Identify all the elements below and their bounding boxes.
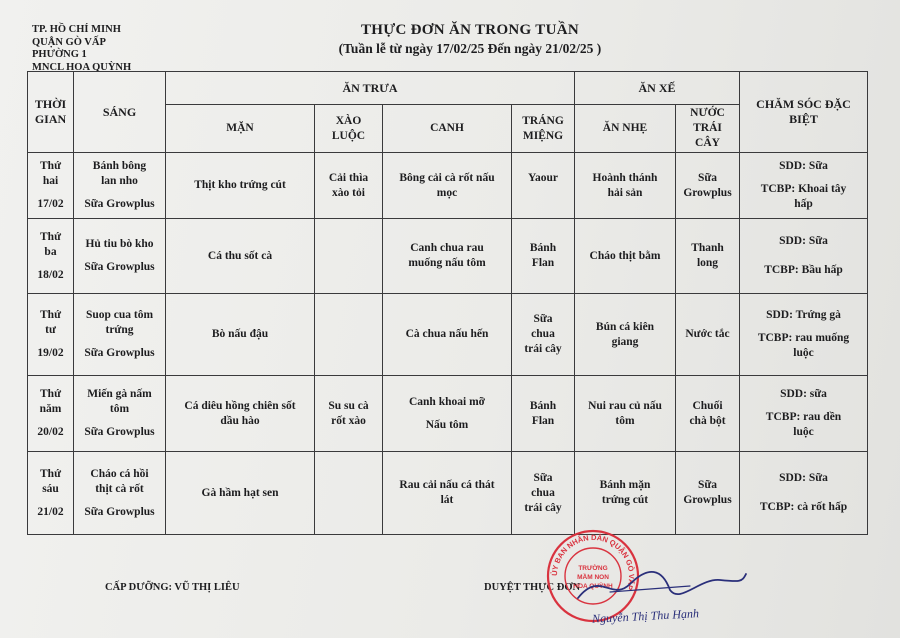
breakfast-drink: Sữa Growplus: [84, 426, 155, 438]
xao-dish-cont: xào tỏi: [332, 186, 365, 199]
breakfast-drink: Sữa Growplus: [84, 261, 155, 273]
breakfast-cell: [74, 219, 166, 294]
xao-cell: [315, 452, 383, 535]
care-cell: [740, 219, 868, 294]
snack-dish: Hoành thánh: [592, 171, 658, 184]
breakfast-drink: Sữa Growplus: [84, 198, 155, 210]
an-nhe-cell: [575, 452, 676, 535]
canh-dish: Rau cải nấu cá thát: [399, 479, 495, 491]
dessert: Bánh: [529, 242, 557, 254]
canh-dish: Canh khoai mỡ: [408, 395, 486, 408]
org-ward: PHƯỜNG 1: [32, 49, 87, 60]
canh-dish-cont: lát: [440, 494, 454, 506]
header-xao-line2: LUỘC: [331, 129, 366, 142]
breakfast-dish: Miến gà nấm: [87, 388, 152, 400]
day-label: Thứ: [40, 388, 61, 400]
drink: Thanh: [691, 242, 724, 254]
stamp-ring-text: ỦY BAN NHÂN DÂN QUẬN GÒ VẤP: [549, 532, 637, 592]
breakfast-cell: [74, 294, 166, 376]
care-tcbp-cont: hấp: [794, 198, 813, 210]
drink-cont: chà bột: [689, 414, 726, 427]
canh-dish-cont: mọc: [436, 186, 458, 199]
day-cell: [28, 294, 74, 376]
day-label: Thứ: [40, 467, 61, 480]
page-title: THỰC ĐƠN ĂN TRONG TUẦN: [360, 22, 579, 38]
care-tcbp: TCBP: Bầu hấp: [764, 264, 843, 276]
canh-dish-cont: Nấu tôm: [425, 418, 469, 431]
header-row-1: [28, 72, 868, 105]
stamp-line1: TRƯỜNG: [578, 565, 608, 572]
snack-dish-cont: giang: [611, 335, 639, 348]
snack-dish: Bún cá kiên: [595, 320, 655, 333]
day-date: 18/02: [37, 268, 64, 281]
drink-cont: Growplus: [683, 186, 732, 199]
care-sdd: SDD: Sữa: [779, 472, 828, 484]
header-canh: CANH: [383, 105, 512, 153]
stamp-line2: MẦM NON: [577, 574, 609, 581]
an-nhe-cell: [575, 376, 676, 452]
dessert: Yaour: [527, 171, 559, 184]
nuoc-cell: [676, 153, 740, 219]
header-trang-mieng: [512, 105, 575, 153]
breakfast-dish-cont: thịt cà rốt: [95, 482, 144, 495]
breakfast-dish: Bánh bông: [92, 160, 147, 172]
day-cell: [28, 153, 74, 219]
care-cell: [740, 376, 868, 452]
day-name: năm: [39, 403, 62, 415]
org-city: TP. HỒ CHÍ MINH: [32, 24, 121, 35]
breakfast-dish-cont: trứng: [105, 324, 134, 336]
xao-dish-cont: rốt xào: [331, 414, 366, 427]
weekly-menu-table: [27, 71, 868, 535]
title-block: [250, 22, 690, 57]
day-cell: [28, 219, 74, 294]
care-tcbp: TCBP: rau dền: [765, 411, 842, 423]
day-cell: [28, 376, 74, 452]
header-snack: ĂN XẾ: [575, 72, 740, 105]
canh-dish-cont: muống nấu tôm: [408, 257, 486, 269]
breakfast-drink: Sữa Growplus: [84, 347, 155, 359]
care-sdd: SDD: Sữa: [779, 235, 828, 247]
breakfast-drink: Sữa Growplus: [84, 505, 155, 518]
care-tcbp: TCBP: cà rốt hấp: [759, 501, 848, 513]
header-trang-line1: TRÁNG: [522, 114, 564, 127]
header-xao-luoc: [315, 105, 383, 153]
snack-dish: Cháo thịt bằm: [589, 249, 661, 262]
organization-block: [32, 24, 131, 74]
day-date: 20/02: [37, 426, 64, 438]
care-tcbp-cont: luộc: [793, 347, 814, 359]
care-sdd: SDD: Trứng gà: [766, 309, 841, 321]
canh-cell: [383, 376, 512, 452]
man-dish: Cá thu sốt cà: [207, 249, 273, 262]
stamp-line3: HOA QUỲNH: [573, 583, 613, 590]
xao-dish: Cải thìa: [328, 171, 369, 184]
day-name: ba: [44, 245, 57, 258]
dessert-cont2: trái cây: [524, 501, 562, 514]
header-time-line2: GIAN: [34, 112, 67, 126]
man-cell: [166, 294, 315, 376]
trang-mieng-cell: [512, 376, 575, 452]
an-nhe-cell: [575, 294, 676, 376]
man-cell: [166, 219, 315, 294]
header-care-line1: CHĂM SÓC ĐẶC: [756, 97, 851, 111]
canh-cell: [383, 294, 512, 376]
man-dish: Gà hầm hạt sen: [201, 486, 279, 499]
xao-cell: [315, 294, 383, 376]
day-name: tư: [45, 324, 56, 336]
care-sdd: SDD: sữa: [780, 388, 827, 400]
breakfast-dish-cont: lan nho: [101, 175, 138, 187]
man-cell: [166, 376, 315, 452]
day-label: Thứ: [40, 160, 61, 172]
dessert-cont2: trái cây: [524, 343, 562, 355]
header-man: MẶN: [166, 105, 315, 153]
xao-cell: [315, 376, 383, 452]
drink: Chuối: [692, 399, 723, 412]
header-xao-line1: XÀO: [335, 114, 362, 127]
header-nuoc-line1: NƯỚC: [690, 107, 725, 119]
breakfast-cell: [74, 452, 166, 535]
day-cell: [28, 452, 74, 535]
care-tcbp: TCBP: rau muống: [757, 332, 850, 344]
care-cell: [740, 452, 868, 535]
breakfast-cell: [74, 376, 166, 452]
canh-cell: [383, 219, 512, 294]
drink-cont: long: [696, 257, 719, 269]
snack-dish-cont: tôm: [615, 414, 635, 427]
canh-dish: Cà chua nấu hến: [405, 328, 489, 340]
handwritten-signature: [570, 560, 750, 610]
dessert-cont: chua: [531, 486, 555, 499]
nuoc-cell: [676, 376, 740, 452]
table-row: [28, 153, 868, 219]
header-special-care: [740, 72, 868, 153]
cook-signature-label: CẤP DƯỠNG: VŨ THỊ LIÊU: [105, 582, 240, 593]
day-date: 17/02: [37, 198, 64, 210]
xao-cell: [315, 153, 383, 219]
header-care-line2: BIỆT: [789, 112, 818, 126]
canh-cell: [383, 452, 512, 535]
trang-mieng-cell: [512, 153, 575, 219]
man-cell: [166, 153, 315, 219]
drink: Sữa: [697, 171, 718, 184]
nuoc-cell: [676, 452, 740, 535]
dessert-cont: chua: [531, 328, 555, 340]
header-time-line1: THỜI: [34, 97, 67, 111]
dessert-cont: Flan: [531, 414, 555, 427]
day-date: 19/02: [37, 347, 64, 359]
table-row: [28, 294, 868, 376]
header-lunch: ĂN TRƯA: [166, 72, 575, 105]
trang-mieng-cell: [512, 219, 575, 294]
breakfast-dish: Hủ tiu bò kho: [85, 238, 154, 250]
header-nuoc-line3: CÂY: [695, 137, 720, 149]
org-district: QUẬN GÒ VẤP: [32, 36, 106, 48]
dessert: Sữa: [533, 313, 553, 325]
table-row: [28, 219, 868, 294]
page-subtitle: (Tuần lễ từ ngày 17/02/25 Đến ngày 21/02/25 ): [338, 41, 602, 56]
snack-dish: Nui rau củ nấu: [588, 399, 662, 412]
dessert-cont: Flan: [531, 257, 555, 269]
trang-mieng-cell: [512, 452, 575, 535]
xao-cell: [315, 219, 383, 294]
xao-dish: Su su cà: [328, 399, 369, 412]
an-nhe-cell: [575, 153, 676, 219]
breakfast-dish: Cháo cá hồi: [90, 467, 149, 480]
canh-dish: Canh chua rau: [410, 242, 484, 254]
drink-cont: Growplus: [683, 494, 732, 506]
breakfast-dish-cont: tôm: [109, 403, 130, 415]
snack-dish-cont: hải sản: [607, 186, 643, 199]
org-school: MNCL HOA QUỲNH: [32, 61, 132, 73]
an-nhe-cell: [575, 219, 676, 294]
header-breakfast: SÁNG: [74, 72, 166, 153]
snack-dish: Bánh mặn: [599, 479, 651, 491]
header-nuoc-trai-cay: [676, 105, 740, 153]
header-an-nhe: ĂN NHẸ: [575, 105, 676, 153]
care-cell: [740, 294, 868, 376]
snack-dish-cont: trứng cút: [601, 494, 649, 506]
dessert: Bánh: [529, 399, 557, 412]
drink: Nước tắc: [685, 328, 730, 340]
man-cell: [166, 452, 315, 535]
table-row: [28, 452, 868, 535]
man-dish-cont: dầu hào: [220, 414, 260, 427]
dessert: Sữa: [533, 471, 553, 484]
care-tcbp: TCBP: Khoai tây: [760, 183, 847, 195]
care-sdd: SDD: Sữa: [779, 160, 828, 172]
header-trang-line2: MIỆNG: [522, 129, 564, 142]
canh-cell: [383, 153, 512, 219]
drink: Sữa: [697, 479, 718, 491]
nuoc-cell: [676, 294, 740, 376]
man-dish: Cá diêu hồng chiên sốt: [184, 399, 296, 412]
day-date: 21/02: [37, 505, 64, 518]
care-cell: [740, 153, 868, 219]
approval-label: DUYỆT THỰC ĐƠN: [484, 582, 581, 593]
breakfast-dish: Suop cua tôm: [85, 309, 154, 321]
nuoc-cell: [676, 219, 740, 294]
header-time: [28, 72, 74, 153]
man-dish: Thịt kho trứng cút: [194, 179, 286, 191]
care-tcbp-cont: luộc: [793, 426, 814, 438]
canh-dish: Bông cải cà rốt nấu: [399, 171, 495, 184]
breakfast-cell: [74, 153, 166, 219]
day-name: hai: [42, 175, 59, 187]
day-name: sáu: [42, 482, 59, 495]
signer-name: Nguyễn Thị Thu Hạnh: [591, 606, 700, 626]
day-label: Thứ: [40, 309, 61, 321]
header-nuoc-line2: TRÁI: [693, 122, 722, 134]
day-label: Thứ: [40, 230, 61, 243]
table-row: [28, 376, 868, 452]
man-dish: Bò nấu đậu: [211, 328, 269, 340]
trang-mieng-cell: [512, 294, 575, 376]
